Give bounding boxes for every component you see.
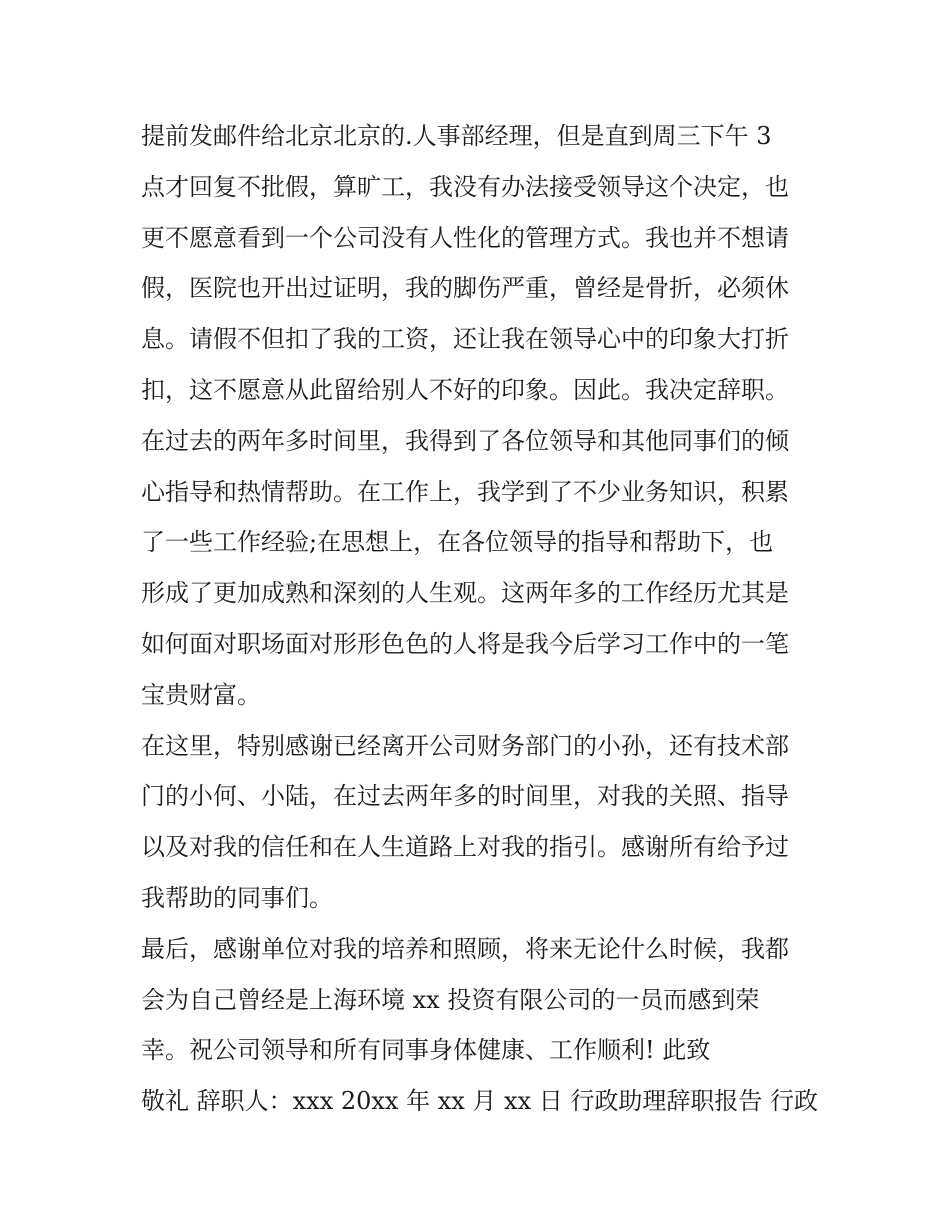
text-line: 心指导和热情帮助。在工作上，我学到了不少业务知识，积累 — [141, 477, 789, 506]
text-line: 息。请假不但扣了我的工资，还让我在领导心中的印象大打折 — [141, 325, 789, 354]
text-line: 在这里，特别感谢已经离开公司财务部门的小孙，还有技术部 — [141, 731, 789, 760]
text-line: 提前发邮件给北京北京的.人事部经理，但是直到周三下午 3 — [141, 122, 772, 150]
text-line: 会为自己曾经是上海环境 xx 投资有限公司的一员而感到荣 — [141, 985, 760, 1014]
text-line: 门的小何、小陆，在过去两年多的时间里，对我的关照、指导 — [141, 782, 789, 811]
text-line: 如何面对职场面对形形色色的人将是我今后学习工作中的一笔 — [141, 629, 789, 658]
text-line: 形成了更加成熟和深刻的人生观。这两年多的工作经历尤其是 — [141, 579, 789, 608]
text-line: 更不愿意看到一个公司没有人性化的管理方式。我也并不想请 — [141, 223, 789, 252]
text-line: 扣，这不愿意从此留给别人不好的印象。因此。我决定辞职。 — [141, 375, 789, 404]
text-line: 宝贵财富。 — [141, 680, 261, 709]
body-text — [141, 111, 821, 1127]
text-line: 假，医院也开出过证明，我的脚伤严重，曾经是骨折，必须休 — [141, 274, 789, 303]
text-line: 幸。祝公司领导和所有同事身体健康、工作顺利! 此致 — [141, 1036, 711, 1065]
text-line: 以及对我的信任和在人生道路上对我的指引。感谢所有给予过 — [141, 833, 789, 862]
text-line: 敬礼 辞职人：xxx 20xx 年 xx 月 xx 日 行政助理辞职报告 行政 — [141, 1087, 819, 1116]
text-line: 我帮助的同事们。 — [141, 883, 333, 912]
text-line: 在过去的两年多时间里，我得到了各位领导和其他同事们的倾 — [141, 426, 789, 455]
text-line: 了一些工作经验;在思想上，在各位领导的指导和帮助下，也 — [141, 528, 774, 557]
text-line: 点才回复不批假，算旷工，我没有办法接受领导这个决定，也 — [141, 172, 789, 201]
text-line: 最后，感谢单位对我的培养和照顾，将来无论什么时候，我都 — [141, 934, 789, 963]
